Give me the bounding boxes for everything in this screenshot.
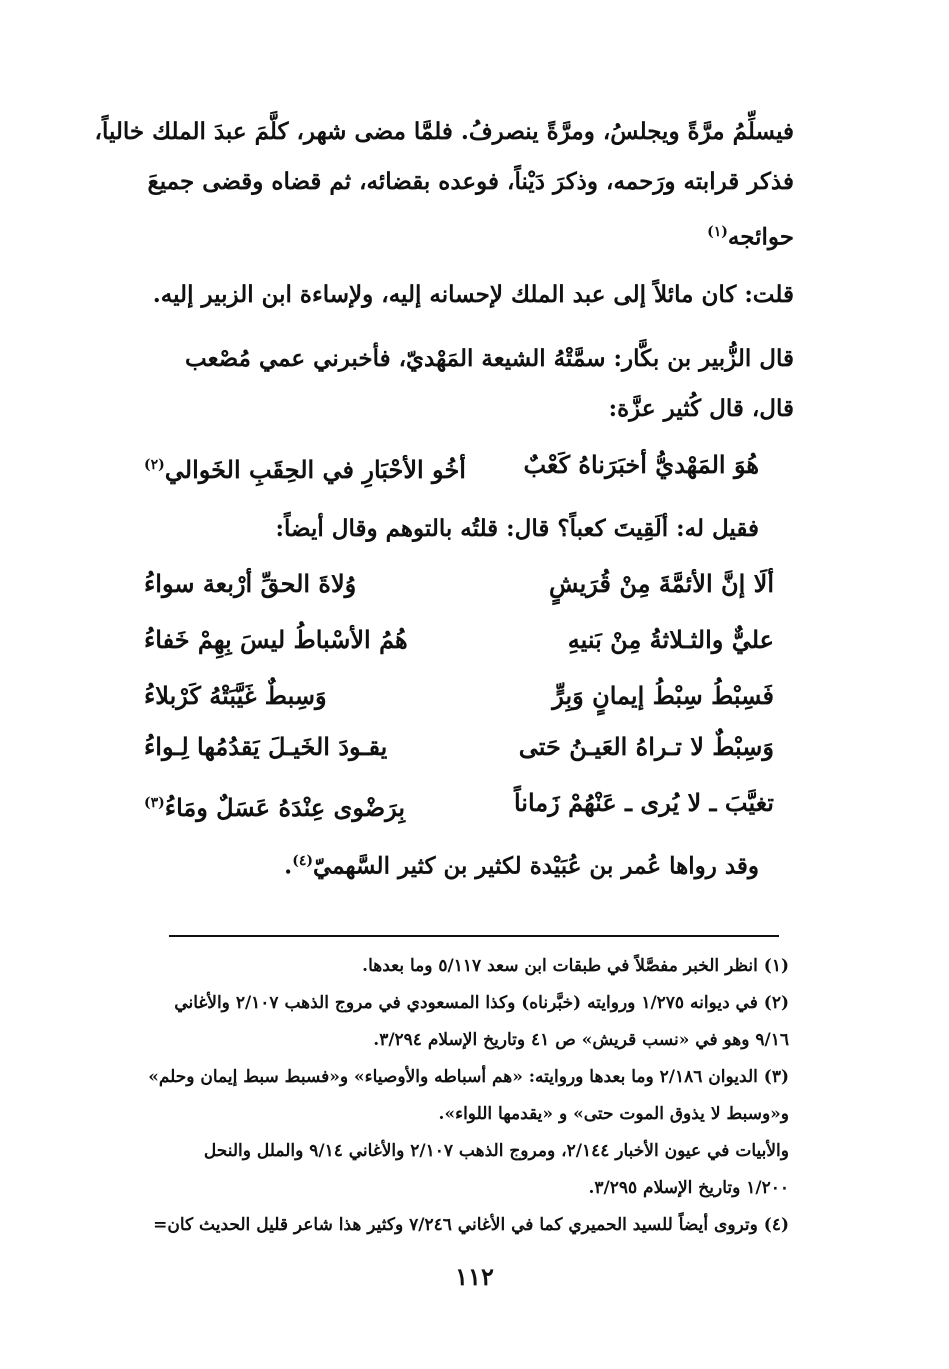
footnote-line: والأبيات في عيون الأخبار ٢/١٤٤، ومروج الذهب ٢/١٠٧ والأغاني ٩/١٤ والملل والنحل xyxy=(203,1141,789,1161)
footnote-line: و«وسبط لا يذوق الموت حتى» و «يقدمها اللواء». xyxy=(438,1104,789,1124)
text-line: فذكر قرابته ورَحمه، وذكرَ دَيْناً، فوعده بقضائه، ثم قضاه وقضى جميعَ xyxy=(147,168,794,195)
paragraph-5 xyxy=(159,836,759,886)
poem-verse xyxy=(144,668,774,724)
text-line: فيسلِّمُ مرَّةً ويجلسُ، ومرَّةً ينصرفُ. فلمَّا مضى شهر، كلَّمَ عبدَ الملك خالياً، xyxy=(94,118,794,145)
text-line: حوائجه xyxy=(727,223,794,251)
poem-verse xyxy=(144,719,774,775)
verse-left-hemistich: يقـودَ الخَيـلَ يَقدُمُها لِـواءُ xyxy=(144,732,388,761)
verse-right-hemistich: وَسِبْطٌ لا تـراهُ العَيـنُ حَتى xyxy=(518,732,774,761)
footnote-line: (٣) الديوان ٢/١٨٦ وما بعدها وروايته: «هم أسباطه والأوصياء» و«فسبط سبط إيمان وحلم» xyxy=(148,1067,789,1087)
poem-verse xyxy=(144,556,774,612)
text-line: وقد رواها عُمر بن عُبَيْدة لكثير بن كثير السَّهميّ xyxy=(312,852,759,880)
footnote-ref: (٣) xyxy=(144,795,165,811)
footnote-ref: (٢) xyxy=(144,457,165,473)
verse-left-hemistich-with-ref xyxy=(144,775,405,831)
poem-verse xyxy=(144,775,774,831)
verse-right-hemistich: تغيَّبَ ـ لا يُرى ـ عَنْهُمْ زَماناً xyxy=(513,788,774,817)
footnote-line: ١/٢٠٠ وتاريخ الإسلام ٣/٢٩٥. xyxy=(588,1178,789,1198)
text-line: قال، قال كُثير عزَّة: xyxy=(608,395,794,422)
footnote-line: ٩/١٦ وهو في «نسب قريش» ص ٤١ وتاريخ الإسلام ٣/٢٩٤. xyxy=(373,1030,789,1050)
text-line-with-ref xyxy=(159,836,759,886)
footnote-line: (١) انظر الخبر مفصَّلاً في طبقات ابن سعد ٥/١١٧ وما بعدها. xyxy=(362,956,789,976)
period: . xyxy=(284,852,293,880)
footnote-line: (٢) في ديوانه ١/٢٧٥ وروايته (خبَّرناه) وكذا المسعودي في مروج الذهب ٢/١٠٧ والأغاني xyxy=(174,993,789,1013)
footnote-ref: (٤) xyxy=(292,853,313,869)
footnotes xyxy=(124,948,789,1244)
text-line: قال الزُّبير بن بكَّار: سمَّتْهُ الشيعة المَهْديّ، فأخبرني عمي مُصْعب xyxy=(185,345,794,372)
footnote-separator xyxy=(169,935,779,937)
verse-right-hemistich: ألَا إنَّ الأئمَّةَ مِنْ قُرَيشٍ xyxy=(549,569,774,598)
text-line: فقيل له: ألَقِيتَ كعباً؟ قال: قلتُه بالتوهم وقال أيضاً: xyxy=(275,515,759,542)
page-number: ١١٢ xyxy=(455,1262,494,1291)
footnote-line: (٤) وتروى أيضاً للسيد الحميري كما في الأغاني ٧/٢٤٦ وكثير هذا شاعر قليل الحديث كان= xyxy=(153,1215,789,1235)
paragraph-2 xyxy=(134,270,794,320)
text-line-with-ref xyxy=(134,207,794,257)
verse-left-hemistich-with-ref xyxy=(144,437,466,493)
paragraph-1 xyxy=(94,107,794,257)
verse-left-hemistich: وُلاةَ الحقِّ أرْبعة سواءُ xyxy=(144,569,357,598)
paragraph-4 xyxy=(159,504,759,554)
verse-left-hemistich: هُمُ الأسْباطُ ليسَ بِهِمْ خَفاءُ xyxy=(144,625,408,654)
poem-verse xyxy=(144,612,774,668)
footnote-ref: (١) xyxy=(707,224,728,240)
verse-line xyxy=(144,437,759,493)
verse-left-hemistich: أخُو الأحْبَارِ في الحِقَبِ الخَوالي xyxy=(164,455,466,484)
verse-left-hemistich: بِرَضْوى عِنْدَهُ عَسَلٌ ومَاءُ xyxy=(164,793,406,822)
verse-right-hemistich: عليٌّ والثـلاثةُ مِنْ بَنيهِ xyxy=(567,625,774,654)
verse-right-hemistich: فَسِبْطُ سِبْطُ إيمانٍ وَبِرٍّ xyxy=(552,681,774,710)
text-line: قلت: كان مائلاً إلى عبد الملك لإحسانه إليه، ولإساءة ابن الزبير إليه. xyxy=(152,281,794,308)
verse-right-hemistich: هُوَ المَهْديُّ أخبَرَناهُ كَعْبٌ xyxy=(523,450,759,479)
paragraph-3 xyxy=(134,334,794,434)
verse-left-hemistich: وَسِبطٌ غَيَّبَتْهُ كَرْبلاءُ xyxy=(144,681,327,710)
